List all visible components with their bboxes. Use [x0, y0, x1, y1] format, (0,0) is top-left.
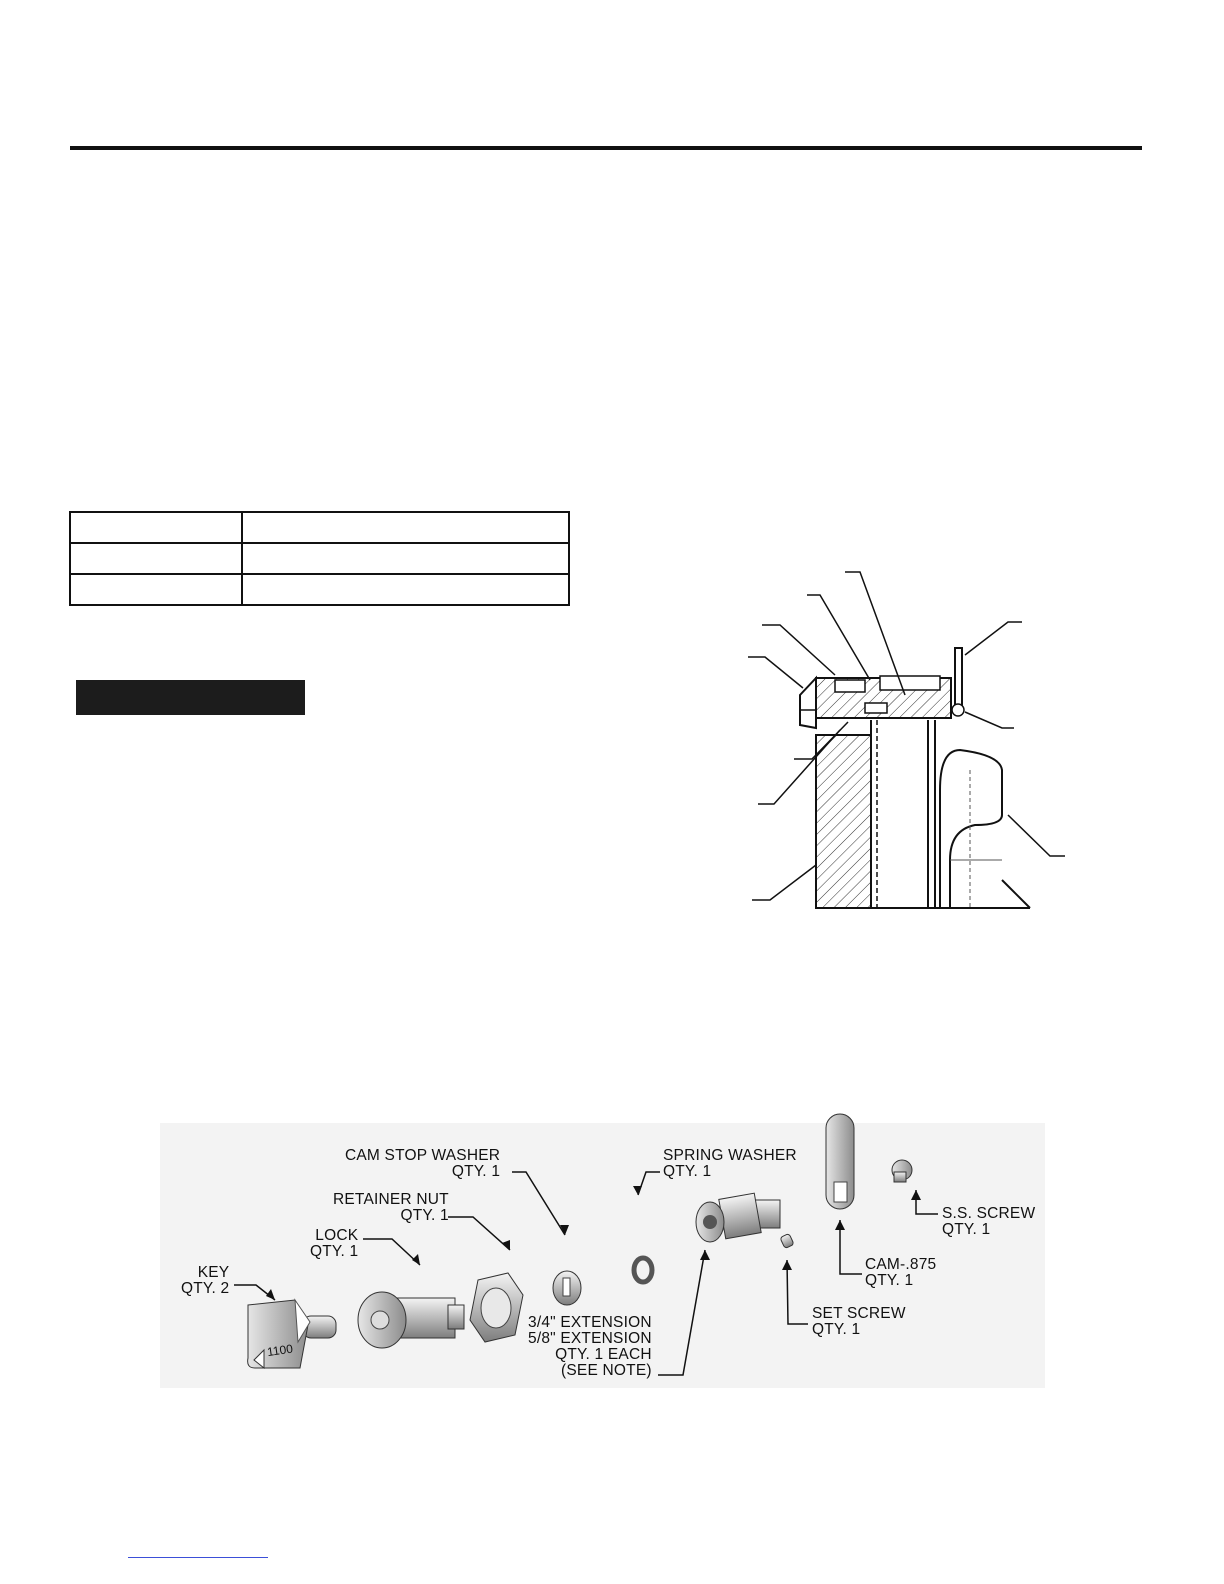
table-row: [70, 574, 569, 605]
retainer-nut-part: [470, 1273, 523, 1342]
table-cell: [242, 574, 569, 605]
ss-screw-label: S.S. SCREW QTY. 1: [942, 1205, 1036, 1238]
lock-section-drawing: [740, 560, 1080, 920]
leader-lines: [748, 572, 1065, 900]
spring-washer-part: [634, 1258, 652, 1282]
extension-label: 3/4" EXTENSION 5/8" EXTENSION QTY. 1 EACH (SEE NOTE): [528, 1314, 652, 1379]
cam-plate: [952, 648, 964, 716]
section-banner: [76, 680, 305, 715]
spec-table: [69, 511, 570, 606]
extension-part: [696, 1193, 780, 1242]
cam-stop-washer-label: CAM STOP WASHER QTY. 1: [345, 1147, 501, 1180]
lock-label: LOCK QTY. 1: [310, 1227, 359, 1260]
retainer-nut-label: RETAINER NUT QTY. 1: [333, 1191, 449, 1224]
cam-part: [826, 1114, 854, 1209]
ss-screw-part: [892, 1160, 912, 1182]
key-label: KEY QTY. 2: [181, 1264, 230, 1297]
cam-stop-washer-part: [553, 1271, 581, 1305]
table-cell: [70, 543, 242, 574]
header-rule: [70, 146, 1142, 150]
table-cell: [242, 512, 569, 543]
table-cell: [242, 543, 569, 574]
shell-tube: [871, 720, 935, 908]
cam-label: CAM-.875 QTY. 1: [865, 1256, 937, 1289]
cabinet-wall: [816, 735, 871, 908]
spring-washer-label: SPRING WASHER QTY. 1: [663, 1147, 797, 1180]
footer-link-underline[interactable]: [128, 1557, 268, 1558]
table-row: [70, 543, 569, 574]
set-screw-label: SET SCREW QTY. 1: [812, 1305, 906, 1338]
key-number-text: 1100: [266, 1341, 294, 1360]
table-row: [70, 512, 569, 543]
table-cell: [70, 512, 242, 543]
table-cell: [70, 574, 242, 605]
set-screw-part: [780, 1233, 794, 1248]
key-part: [248, 1300, 336, 1368]
lock-part: [358, 1292, 464, 1348]
